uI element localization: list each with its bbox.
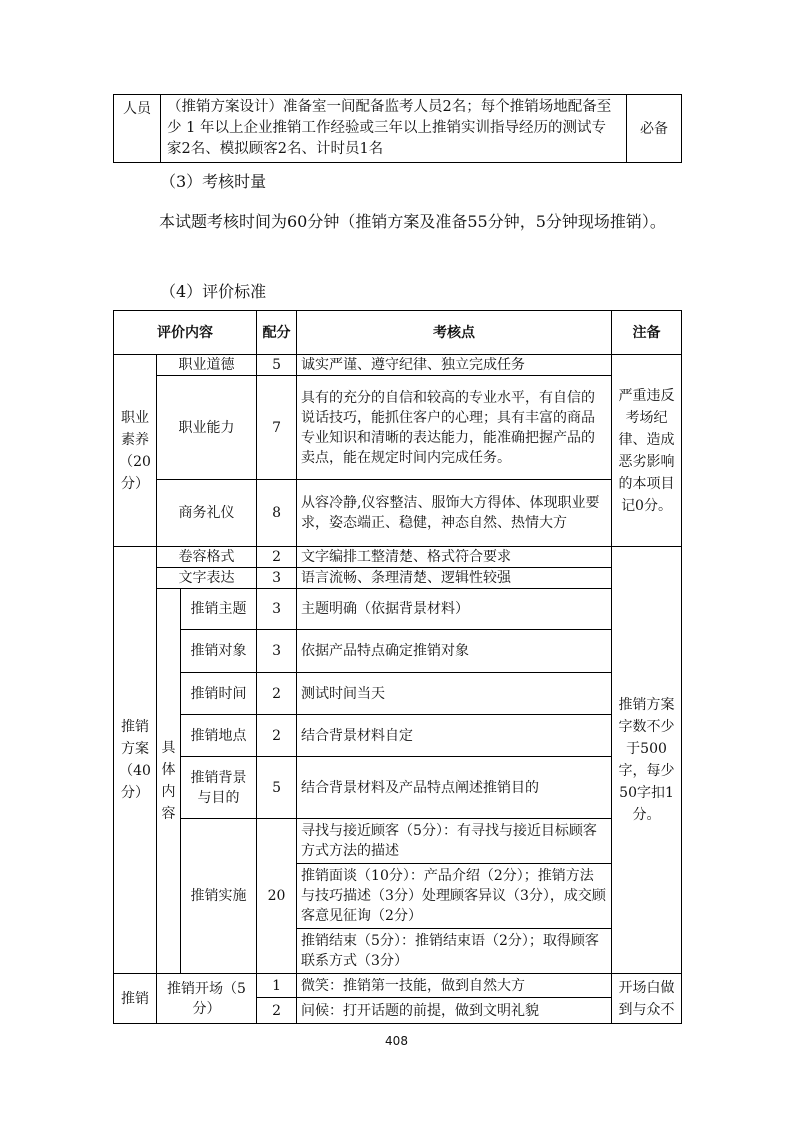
item-score: 3 (257, 589, 297, 630)
impl-point: 寻找与接近顾客（5分）：有寻找与接近目标顾客方式方法的描述 (297, 819, 611, 864)
item-point: 从容冷静,仪容整洁、服饰大方得体、体现职业要求，姿态端正、稳健，神态自然、热情大方 (297, 480, 612, 547)
item-point: 主题明确（依据背景材料） (297, 589, 612, 630)
item-label: 推销对象 (181, 630, 257, 673)
group-zhiye: 职业素养（20分） (114, 355, 157, 547)
evaluation-table (113, 310, 682, 1024)
item-label: 推销地点 (181, 715, 257, 757)
item-label: 职业道德 (157, 355, 257, 376)
item-label: 推销开场（5分） (157, 974, 257, 1024)
subgroup-content: 具体内容 (157, 589, 181, 974)
header-score: 配分 (257, 311, 297, 355)
item-label: 职业能力 (157, 376, 257, 480)
item-score: 20 (257, 819, 297, 974)
item-score: 2 (257, 998, 297, 1024)
item-score: 5 (257, 757, 297, 819)
item-score: 3 (257, 568, 297, 589)
personnel-table (113, 94, 682, 163)
item-point: 语言流畅、条理清楚、逻辑性较强 (297, 568, 612, 589)
item-score: 7 (257, 376, 297, 480)
item-score: 2 (257, 673, 297, 715)
note-tuixiao: 开场白做到与众不 (612, 974, 682, 1024)
item-point: 文字编排工整清楚、格式符合要求 (297, 547, 612, 568)
personnel-remark: 必备 (627, 95, 682, 163)
item-label: 推销实施 (181, 819, 257, 974)
item-point: 微笑：推销第一技能，做到自然大方 (297, 974, 612, 998)
section4-heading: （4）评价标准 (160, 282, 267, 301)
personnel-content: （推销方案设计）准备室一间配备监考人员2名；每个推销场地配备至少 1 年以上企业推销工作经验或三年以上推销实训指导经历的测试专家2名、模拟顾客2名、计时员1名 (161, 95, 627, 163)
note-zhiye: 严重违反考场纪律、造成恶劣影响的本项目记0分。 (612, 355, 682, 547)
item-point: 依据产品特点确定推销对象 (297, 630, 612, 673)
impl-point: 推销面谈（10分）：产品介绍（2分）；推销方法与技巧描述（3分）处理顾客异议（3分），成交顾客意见征询（2分） (297, 864, 611, 929)
item-point: 结合背景材料及产品特点阐述推销目的 (297, 757, 612, 819)
header-content: 评价内容 (114, 311, 257, 355)
item-score: 2 (257, 715, 297, 757)
impl-point: 推销结束（5分）：推销结束语（2分）；取得顾客联系方式（3分） (301, 933, 599, 969)
item-label: 商务礼仪 (157, 480, 257, 547)
item-label: 推销主题 (181, 589, 257, 630)
item-label: 推销背景与目的 (181, 757, 257, 819)
item-score: 8 (257, 480, 297, 547)
header-point: 考核点 (297, 311, 612, 355)
item-score: 5 (257, 355, 297, 376)
item-label: 推销时间 (181, 673, 257, 715)
item-point: 测试时间当天 (297, 673, 612, 715)
note-fangan: 推销方案字数不少于500字，每少50字扣1分。 (612, 547, 682, 974)
page-number: 408 (385, 1034, 408, 1048)
item-label: 文字表达 (157, 568, 257, 589)
item-point: 结合背景材料自定 (297, 715, 612, 757)
item-point: 问候：打开话题的前提，做到文明礼貌 (297, 998, 612, 1024)
item-label: 卷容格式 (157, 547, 257, 568)
item-score: 1 (257, 974, 297, 998)
item-point: 具有的充分的自信和较高的专业水平，有自信的说话技巧，能抓住客户的心理；具有丰富的商品专业知识和清晰的表达能力，能准确把握产品的卖点，能在规定时间内完成任务。 (297, 376, 612, 480)
personnel-label: 人员 (114, 95, 161, 163)
item-score: 2 (257, 547, 297, 568)
impl-points (297, 819, 612, 974)
item-point: 诚实严谨、遵守纪律、独立完成任务 (297, 355, 612, 376)
section3-heading: （3）考核时量 (160, 172, 267, 191)
group-fangan: 推销方案（40分） (114, 547, 157, 974)
item-score: 3 (257, 630, 297, 673)
group-tuixiao: 推销 (114, 974, 157, 1024)
section3-body: 本试题考核时间为60分钟（推销方案及准备55分钟，5分钟现场推销）。 (159, 212, 666, 231)
header-note: 注备 (612, 311, 682, 355)
